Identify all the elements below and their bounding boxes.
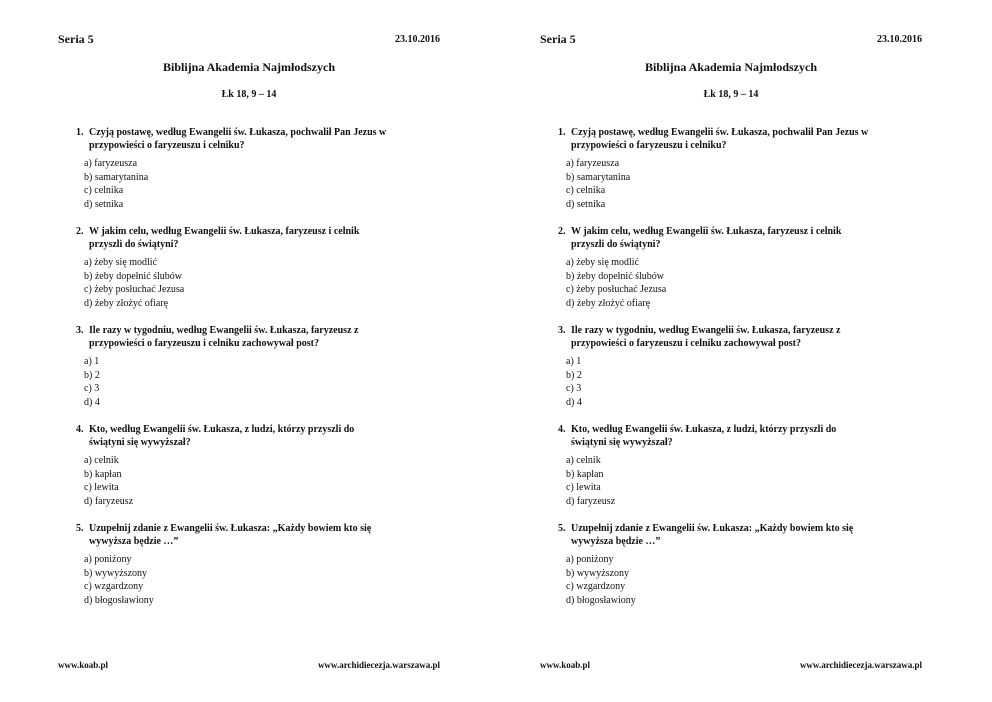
answer-option: b) 2 [84, 369, 100, 381]
question-list [540, 126, 922, 621]
answer-option: a) poniżony [566, 554, 614, 565]
question-item [58, 225, 440, 324]
footer-website-archidiecezja: www.archidiecezja.warszawa.pl [799, 660, 922, 670]
page-header [58, 32, 440, 48]
answer-list [540, 157, 922, 211]
question-line: wywyższa będzie …” [571, 536, 661, 547]
answer-option: a) faryzeusza [566, 158, 620, 169]
question-text [540, 423, 922, 449]
answer-option: d) błogosławiony [566, 594, 636, 606]
question-item [540, 126, 922, 225]
question-line: przyszli do świątyni? [89, 239, 179, 250]
answer-option: c) 3 [84, 383, 100, 395]
question-number: 5. [558, 523, 566, 534]
answer-option: c) celnika [566, 185, 606, 197]
answer-option: b) 2 [566, 369, 582, 381]
footer-website-koab: www.koab.pl [58, 660, 109, 670]
question-item [58, 423, 440, 522]
answer-option: d) żeby złożyć ofiarę [566, 297, 651, 309]
answer-option: d) żeby złożyć ofiarę [84, 297, 169, 309]
question-number: 2. [558, 226, 566, 237]
question-number: 1. [76, 127, 84, 138]
question-number: 1. [558, 127, 566, 138]
answer-option: d) faryzeusz [566, 495, 616, 507]
question-item [58, 324, 440, 423]
answer-list [58, 157, 440, 211]
question-line: przyszli do świątyni? [571, 239, 661, 250]
question-item [58, 522, 440, 621]
question-line: Ile razy w tygodniu, według Ewangelii św. Łukasza, faryzeusz z [571, 325, 841, 336]
question-line: świątyni się wywyższał? [89, 437, 191, 448]
answer-option: c) 3 [566, 383, 582, 395]
answer-option: b) kapłan [566, 468, 604, 480]
question-line: Uzupełnij zdanie z Ewangelii św. Łukasza: „Każdy bowiem kto się [89, 523, 372, 534]
date-label: 23.10.2016 [877, 34, 922, 45]
question-line: przypowieści o faryzeuszu i celniku zachowywał post? [571, 338, 801, 349]
answer-option: b) wywyższony [84, 567, 148, 579]
question-number: 3. [76, 325, 84, 336]
answer-option: d) faryzeusz [84, 495, 134, 507]
footer-website-koab: www.koab.pl [540, 660, 591, 670]
answer-list [58, 355, 440, 409]
answer-list [540, 355, 922, 409]
page-title: Biblijna Akademia Najmłodszych [644, 60, 818, 74]
question-line: wywyższa będzie …” [89, 536, 179, 547]
answer-option: d) setnika [566, 198, 606, 210]
question-number: 2. [76, 226, 84, 237]
answer-option: c) wzgardzony [84, 581, 144, 593]
question-item [540, 423, 922, 522]
page-footer [58, 660, 440, 674]
answer-option: d) 4 [566, 396, 582, 408]
answer-list [540, 553, 922, 607]
scripture-reference: Łk 18, 9 – 14 [221, 89, 277, 100]
question-text [58, 324, 440, 350]
question-line: świątyni się wywyższał? [571, 437, 673, 448]
answer-option: d) błogosławiony [84, 594, 154, 606]
question-item [540, 522, 922, 621]
quiz-page-left [58, 0, 440, 702]
question-text [540, 522, 922, 548]
question-text [58, 423, 440, 449]
answer-option: a) poniżony [84, 554, 132, 565]
answer-list [58, 553, 440, 607]
question-line: przypowieści o faryzeuszu i celniku? [571, 140, 727, 151]
question-line: Kto, według Ewangelii św. Łukasza, z ludzi, którzy przyszli do [571, 424, 837, 435]
page-header [540, 32, 922, 48]
question-item [540, 225, 922, 324]
series-label: Seria 5 [58, 32, 94, 46]
answer-option: b) kapłan [84, 468, 122, 480]
question-line: Kto, według Ewangelii św. Łukasza, z ludzi, którzy przyszli do [89, 424, 355, 435]
question-line: W jakim celu, według Ewangelii św. Łukasza, faryzeusz i celnik [571, 226, 842, 237]
scripture-reference: Łk 18, 9 – 14 [703, 89, 759, 100]
question-list [58, 126, 440, 621]
answer-option: d) 4 [84, 396, 100, 408]
answer-option: b) samarytanina [84, 171, 149, 183]
question-text [58, 522, 440, 548]
answer-option: b) samarytanina [566, 171, 631, 183]
question-number: 3. [558, 325, 566, 336]
answer-option: a) celnik [566, 455, 601, 466]
question-item [540, 324, 922, 423]
page-title: Biblijna Akademia Najmłodszych [162, 60, 336, 74]
question-number: 4. [76, 424, 84, 435]
answer-option: c) lewita [566, 482, 601, 494]
answer-option: c) lewita [84, 482, 119, 494]
series-label: Seria 5 [540, 32, 576, 46]
answer-option: a) faryzeusza [84, 158, 138, 169]
answer-option: c) wzgardzony [566, 581, 626, 593]
question-line: Uzupełnij zdanie z Ewangelii św. Łukasza: „Każdy bowiem kto się [571, 523, 854, 534]
answer-option: b) wywyższony [566, 567, 630, 579]
page-footer [540, 660, 922, 674]
answer-list [540, 454, 922, 508]
answer-option: a) 1 [566, 356, 582, 367]
footer-website-archidiecezja: www.archidiecezja.warszawa.pl [317, 660, 440, 670]
question-line: Czyją postawę, według Ewangelii św. Łukasza, pochwalił Pan Jezus w [571, 127, 869, 138]
question-text [540, 225, 922, 251]
answer-list [58, 256, 440, 310]
question-text [540, 324, 922, 350]
question-text [540, 126, 922, 152]
question-line: przypowieści o faryzeuszu i celniku? [89, 140, 245, 151]
answer-option: a) żeby się modlić [566, 257, 640, 268]
date-label: 23.10.2016 [395, 34, 440, 45]
question-number: 5. [76, 523, 84, 534]
answer-list [58, 454, 440, 508]
quiz-page-right [540, 0, 922, 702]
question-item [58, 126, 440, 225]
answer-option: a) celnik [84, 455, 119, 466]
question-line: przypowieści o faryzeuszu i celniku zachowywał post? [89, 338, 319, 349]
question-text [58, 126, 440, 152]
answer-option: c) żeby posłuchać Jezusa [566, 284, 667, 296]
answer-option: b) żeby dopełnić ślubów [566, 270, 665, 282]
answer-option: a) żeby się modlić [84, 257, 158, 268]
question-line: Ile razy w tygodniu, według Ewangelii św. Łukasza, faryzeusz z [89, 325, 359, 336]
answer-option: b) żeby dopełnić ślubów [84, 270, 183, 282]
answer-option: d) setnika [84, 198, 124, 210]
answer-option: c) celnika [84, 185, 124, 197]
answer-option: c) żeby posłuchać Jezusa [84, 284, 185, 296]
question-number: 4. [558, 424, 566, 435]
answer-list [540, 256, 922, 310]
question-line: W jakim celu, według Ewangelii św. Łukasza, faryzeusz i celnik [89, 226, 360, 237]
question-line: Czyją postawę, według Ewangelii św. Łukasza, pochwalił Pan Jezus w [89, 127, 387, 138]
answer-option: a) 1 [84, 356, 100, 367]
question-text [58, 225, 440, 251]
